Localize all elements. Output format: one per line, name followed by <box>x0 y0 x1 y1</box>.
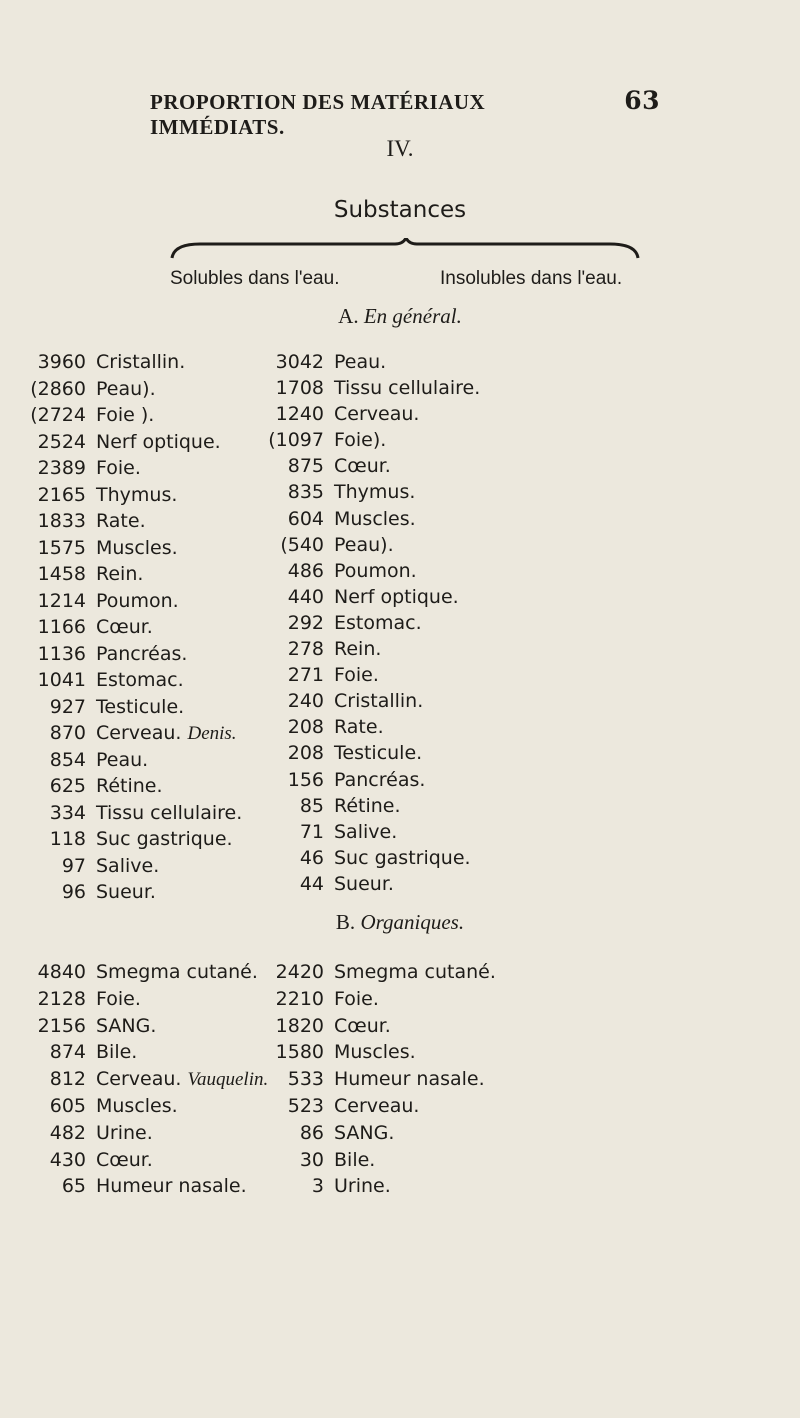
substance-name: Urine. <box>96 1121 153 1144</box>
substance-label <box>96 1041 137 1068</box>
list-item <box>20 616 242 643</box>
list-item <box>258 638 480 664</box>
quantity-value: 2156 <box>37 1014 86 1037</box>
substance-label <box>334 1122 394 1149</box>
substance-name: SANG. <box>96 1014 157 1037</box>
list-item <box>258 847 480 873</box>
quantity-value: 2128 <box>37 987 86 1010</box>
list-item <box>20 431 242 458</box>
quantity-value: 2524 <box>37 430 86 453</box>
quantity-value: 1458 <box>37 563 86 585</box>
quantity-value: 625 <box>49 775 86 797</box>
substance-label <box>96 563 143 590</box>
quantity-value: 812 <box>49 1068 86 1091</box>
quantity-value: 240 <box>287 690 324 713</box>
quantity-value: 86 <box>299 1121 324 1144</box>
substance-label <box>334 586 459 612</box>
section-a-title: En général. <box>363 304 462 328</box>
quantity-value: 156 <box>287 768 324 791</box>
list-item <box>20 722 242 749</box>
substance-label <box>334 429 386 455</box>
list-item <box>20 484 242 511</box>
substance-name: Cœur. <box>334 455 391 478</box>
substance-name: Foie. <box>96 987 141 1010</box>
substance-label <box>96 802 242 829</box>
quantity-value: 870 <box>49 722 86 744</box>
substance-label <box>96 1015 156 1042</box>
substance-name: Foie. <box>334 987 379 1010</box>
substance-label <box>334 1095 419 1122</box>
organic-solubles-list <box>20 961 268 1202</box>
quantity-value: 875 <box>287 455 324 478</box>
substance-name: Poumon. <box>96 589 179 612</box>
quantity-value: 1136 <box>37 642 86 665</box>
substance-label <box>96 431 221 458</box>
list-item <box>20 510 242 537</box>
substance-name: Testicule. <box>96 695 185 718</box>
substance-label <box>334 1068 485 1095</box>
substance-name: Urine. <box>334 1175 391 1198</box>
substance-label <box>334 821 397 847</box>
list-item <box>20 563 242 590</box>
list-item <box>258 961 496 988</box>
list-item <box>20 961 268 988</box>
substance-name: Cœur. <box>334 1014 391 1037</box>
quantity-value: 118 <box>49 828 86 850</box>
running-header <box>150 86 660 140</box>
quantity-value: 2389 <box>37 457 86 479</box>
substance-label <box>334 988 379 1015</box>
substance-label <box>96 484 177 511</box>
substance-label <box>96 1149 153 1176</box>
substance-label <box>96 696 184 723</box>
section-a-letter: A. <box>338 304 359 328</box>
list-item <box>20 643 242 670</box>
substance-name: Humeur nasale. <box>334 1068 485 1091</box>
substance-label <box>96 855 159 882</box>
list-item <box>258 1149 496 1176</box>
list-item <box>258 377 480 403</box>
substance-name: Sueur. <box>334 872 394 895</box>
quantity-value: 2210 <box>275 987 324 1010</box>
list-item <box>258 873 480 899</box>
list-item <box>20 1095 268 1122</box>
general-insolubles-list <box>258 351 480 899</box>
quantity-value: 1214 <box>37 589 86 612</box>
substance-label <box>334 612 422 638</box>
substance-label <box>96 590 179 617</box>
substance-name: Thymus. <box>334 481 416 504</box>
list-item <box>20 881 242 908</box>
list-item <box>258 560 480 586</box>
quantity-value: 278 <box>287 638 324 661</box>
quantity-value: 854 <box>49 748 86 771</box>
substance-name: Cristallin. <box>96 351 186 373</box>
list-item <box>258 664 480 690</box>
list-item <box>258 508 480 534</box>
substance-name: Foie. <box>334 664 379 687</box>
substance-label <box>96 537 178 564</box>
quantity-value: 271 <box>287 664 324 687</box>
substance-label <box>334 403 419 429</box>
substance-name: Muscles. <box>96 1094 178 1117</box>
section-b-heading <box>0 910 800 935</box>
substance-name: Rétine. <box>96 775 163 797</box>
substance-label <box>334 664 379 690</box>
substance-name: Smegma cutané. <box>96 961 258 983</box>
substance-name: Muscles. <box>334 507 416 530</box>
list-item <box>258 481 480 507</box>
list-item <box>258 988 496 1015</box>
list-item <box>258 1041 496 1068</box>
list-item <box>258 716 480 742</box>
list-item <box>258 769 480 795</box>
quantity-value: 1580 <box>275 1041 324 1064</box>
list-item <box>258 1095 496 1122</box>
substance-label <box>96 404 154 431</box>
substance-label <box>334 716 384 742</box>
list-item <box>20 1175 268 1202</box>
list-item <box>20 590 242 617</box>
substance-name: Rein. <box>334 638 382 661</box>
substance-label <box>96 988 141 1015</box>
quantity-value: (540 <box>280 533 324 556</box>
substance-label <box>96 1068 268 1095</box>
substance-name: Peau. <box>334 351 387 373</box>
list-item <box>258 1015 496 1042</box>
substance-label <box>334 1041 416 1068</box>
substance-label <box>334 534 394 560</box>
list-item <box>20 775 242 802</box>
substance-label <box>334 847 471 873</box>
substance-name: Rétine. <box>334 794 401 817</box>
list-item <box>20 696 242 723</box>
quantity-value: 604 <box>287 507 324 530</box>
quantity-value: 1240 <box>275 403 324 426</box>
quantity-value: 30 <box>299 1148 324 1171</box>
substance-name: Humeur nasale. <box>96 1175 247 1198</box>
substance-name: Foie ). <box>96 404 155 426</box>
substance-name: Bile. <box>96 1041 138 1064</box>
substance-label <box>96 1122 153 1149</box>
quantity-value: 96 <box>61 881 86 903</box>
substance-label <box>96 510 146 537</box>
quantity-value: 523 <box>287 1094 324 1117</box>
substance-label <box>96 881 156 908</box>
quantity-value: (1097 <box>268 429 324 452</box>
author-note: Denis. <box>187 723 237 744</box>
section-number: IV. <box>386 136 414 161</box>
list-item <box>258 351 480 377</box>
substance-label <box>96 749 148 776</box>
substance-name: Rate. <box>334 716 384 739</box>
substance-label <box>334 1015 391 1042</box>
list-item <box>20 1041 268 1068</box>
substance-label <box>96 722 237 749</box>
substance-name: Testicule. <box>334 742 423 765</box>
list-item <box>258 1068 496 1095</box>
substance-label <box>96 351 185 378</box>
substance-name: Bile. <box>334 1148 376 1171</box>
list-item <box>258 1175 496 1202</box>
quantity-value: 3042 <box>275 351 324 373</box>
substance-label <box>334 481 415 507</box>
substance-label <box>96 643 187 670</box>
quantity-value: 1575 <box>37 536 86 559</box>
author-note: Vauquelin. <box>187 1069 269 1091</box>
substance-label <box>334 742 422 768</box>
quantity-value: 46 <box>299 846 324 869</box>
substance-name: Nerf optique. <box>334 585 459 608</box>
substance-name: Cerveau. <box>96 722 182 744</box>
list-item <box>20 1015 268 1042</box>
substance-label <box>96 961 258 988</box>
list-item <box>20 404 242 431</box>
list-item <box>20 802 242 829</box>
substance-label <box>334 638 381 664</box>
list-item <box>258 612 480 638</box>
substance-label <box>96 1095 178 1122</box>
organic-insolubles-list <box>258 961 496 1202</box>
list-item <box>20 1068 268 1095</box>
quantity-value: 1833 <box>37 510 86 532</box>
list-item <box>258 821 480 847</box>
list-item <box>258 429 480 455</box>
quantity-value: 430 <box>49 1148 86 1171</box>
list-item <box>258 455 480 481</box>
substance-label <box>334 690 423 716</box>
solubles-heading: Solubles dans l'eau. <box>170 268 340 289</box>
substance-name: Suc gastrique. <box>334 846 471 869</box>
substance-name: Cœur. <box>96 1148 153 1171</box>
quantity-value: 1041 <box>37 669 86 691</box>
quantity-value: 97 <box>61 854 86 877</box>
substance-name: Cerveau. <box>334 1094 420 1117</box>
substance-name: Poumon. <box>334 559 417 582</box>
list-item <box>20 537 242 564</box>
quantity-value: 2420 <box>275 961 324 983</box>
substance-label <box>334 1175 391 1202</box>
substance-name: Tissu cellulaire. <box>334 377 481 400</box>
list-item <box>20 1149 268 1176</box>
quantity-value: 482 <box>49 1121 86 1144</box>
quantity-value: 3 <box>311 1175 324 1198</box>
substance-label <box>334 1149 375 1176</box>
quantity-value: 85 <box>299 794 324 817</box>
list-item <box>258 403 480 429</box>
substances-heading: Substances <box>333 197 467 223</box>
list-item <box>258 795 480 821</box>
list-item <box>20 988 268 1015</box>
list-item <box>20 828 242 855</box>
substance-label <box>334 508 416 534</box>
substance-label <box>96 616 153 643</box>
quantity-value: 486 <box>287 559 324 582</box>
general-solubles-list <box>20 351 242 908</box>
substance-name: Rate. <box>96 510 146 532</box>
quantity-value: 1820 <box>275 1014 324 1037</box>
substance-name: Muscles. <box>334 1041 416 1064</box>
substance-label <box>96 669 184 696</box>
quantity-value: 533 <box>287 1068 324 1091</box>
substance-name: SANG. <box>334 1121 395 1144</box>
substance-name: Thymus. <box>96 483 178 506</box>
substance-label <box>334 961 496 988</box>
substance-label <box>334 560 417 586</box>
substance-label <box>96 378 156 405</box>
quantity-value: 927 <box>49 695 86 718</box>
running-title: PROPORTION DES MATÉRIAUX IMMÉDIATS. <box>150 90 486 139</box>
substance-name: Rein. <box>96 563 144 585</box>
brace-icon <box>170 238 640 260</box>
quantity-value: 440 <box>287 585 324 608</box>
quantity-value: 3960 <box>37 351 86 373</box>
list-item <box>20 749 242 776</box>
quantity-value: 71 <box>299 820 324 843</box>
substance-name: Cœur. <box>96 616 153 638</box>
quantity-value: 874 <box>49 1041 86 1064</box>
substance-name: Peau). <box>334 533 394 556</box>
substance-name: Peau). <box>96 377 156 400</box>
quantity-value: 835 <box>287 481 324 504</box>
substance-label <box>96 457 141 484</box>
substance-name: Salive. <box>96 854 160 877</box>
substance-name: Suc gastrique. <box>96 828 233 850</box>
quantity-value: 2165 <box>37 483 86 506</box>
substance-name: Cerveau. <box>334 403 420 426</box>
quantity-value: 1166 <box>37 616 86 638</box>
substance-name: Foie). <box>334 429 387 452</box>
quantity-value: (2860 <box>30 377 86 400</box>
quantity-value: 1708 <box>275 377 324 400</box>
list-item <box>258 1122 496 1149</box>
quantity-value: 292 <box>287 611 324 634</box>
quantity-value: 4840 <box>37 961 86 983</box>
substance-label <box>96 775 163 802</box>
quantity-value: 44 <box>299 872 324 895</box>
list-item <box>20 1122 268 1149</box>
quantity-value: 65 <box>61 1175 86 1198</box>
substance-name: Salive. <box>334 820 398 843</box>
substance-label <box>334 769 425 795</box>
list-item <box>258 690 480 716</box>
section-a-heading <box>0 304 800 329</box>
list-item <box>20 669 242 696</box>
substance-label <box>334 351 386 377</box>
substance-name: Nerf optique. <box>96 430 221 453</box>
section-b-title: Organiques. <box>360 910 465 934</box>
page-number: 63 <box>624 86 660 115</box>
quantity-value: (2724 <box>30 404 86 426</box>
substance-label <box>334 377 480 403</box>
substance-name: Estomac. <box>96 669 184 691</box>
substance-label <box>334 795 401 821</box>
quantity-value: 208 <box>287 742 324 765</box>
substance-label <box>334 455 391 481</box>
list-item <box>258 742 480 768</box>
substance-name: Pancréas. <box>96 642 188 665</box>
quantity-value: 208 <box>287 716 324 739</box>
list-item <box>20 351 242 378</box>
substance-name: Pancréas. <box>334 768 426 791</box>
substance-name: Peau. <box>96 748 149 771</box>
substance-label <box>334 873 394 899</box>
substance-name: Muscles. <box>96 536 178 559</box>
list-item <box>20 855 242 882</box>
substance-name: Sueur. <box>96 881 156 903</box>
substance-label <box>96 828 233 855</box>
quantity-value: 605 <box>49 1094 86 1117</box>
insolubles-heading: Insolubles dans l'eau. <box>440 268 623 289</box>
substance-name: Tissu cellulaire. <box>96 801 243 824</box>
quantity-value: 334 <box>49 801 86 824</box>
list-item <box>20 457 242 484</box>
list-item <box>258 586 480 612</box>
list-item <box>258 534 480 560</box>
list-item <box>20 378 242 405</box>
substance-name: Cerveau. <box>96 1068 182 1091</box>
substance-label <box>96 1175 247 1202</box>
substance-name: Foie. <box>96 457 141 479</box>
section-b-letter: B. <box>335 910 356 934</box>
substance-name: Estomac. <box>334 611 422 634</box>
substance-name: Smegma cutané. <box>334 961 496 983</box>
substance-name: Cristallin. <box>334 690 424 713</box>
